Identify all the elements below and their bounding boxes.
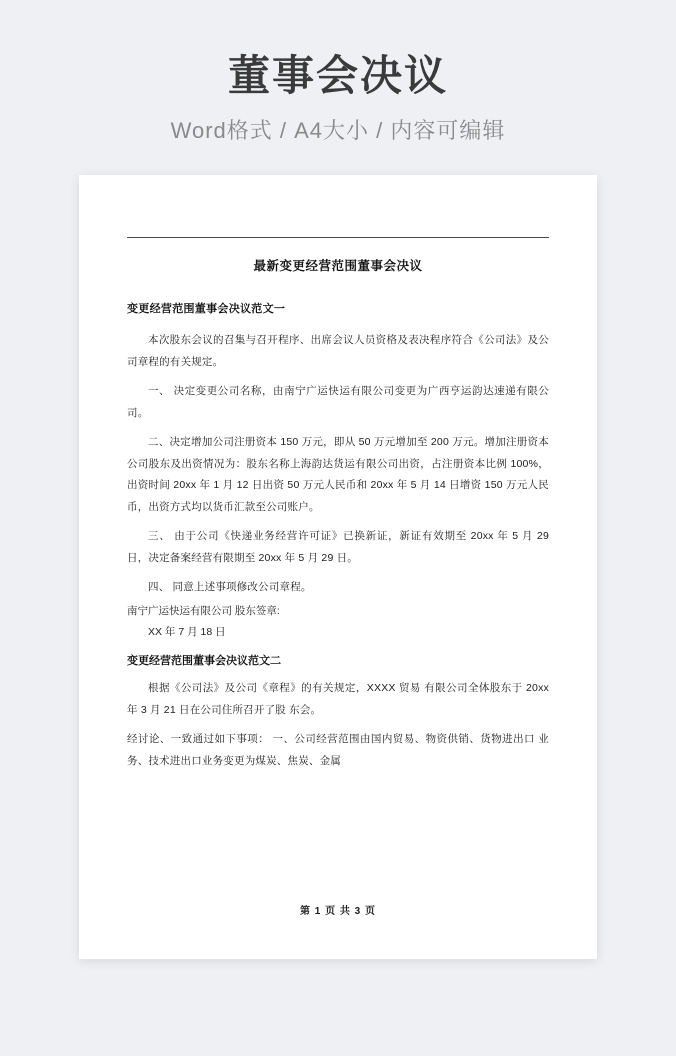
banner	[0, 0, 676, 145]
paragraph: 四、 同意上述事项修改公司章程。	[148, 581, 312, 594]
paragraph: 一、 决定变更公司名称，由南宁广运快运有限公司变更为广西亨运韵达速递有限公司。	[127, 385, 549, 419]
paragraph: 本次股东会议的召集与召开程序、出席会议人员资格及表决程序符合《公司法》及公司章程的有关规定。	[127, 334, 549, 368]
document-page	[79, 175, 597, 959]
banner-subtitle: Word格式 / A4大小 / 内容可编辑	[170, 118, 506, 144]
paragraph: 经讨论、一致通过如下事项： 一、公司经营范围由国内贸易、物资供销、货物进出口 业务、技术进出口业务变更为煤炭、焦炭、金属	[127, 733, 549, 767]
section-two-heading: 变更经营范围董事会决议范文二	[127, 655, 281, 667]
header-divider	[127, 237, 549, 238]
document-preview	[79, 175, 597, 959]
signature-date: XX 年 7 月 18 日	[148, 626, 226, 639]
document-title: 最新变更经营范围董事会决议	[253, 259, 423, 274]
banner-title: 董事会决议	[227, 52, 448, 99]
section-one-heading: 变更经营范围董事会决议范文一	[127, 303, 286, 316]
page-footer: 第 1 页 共 3 页	[299, 906, 376, 918]
signature-line: 南宁广运快运有限公司 股东签章:	[127, 604, 280, 617]
paragraph: 根据《公司法》及公司《章程》的有关规定，XXXX 贸易 有限公司全体股东于 20xx 年 3 月 21 日在公司住所召开了股 东会。	[127, 682, 549, 716]
paragraph: 二、决定增加公司注册资本 150 万元，即从 50 万元增加至 200 万元。增加注册资本公司股东及出资情况为：股东名称上海韵达货运有限公司出资，占注册资本比例 100%，出资时间 20xx 年 1 月 12 日出资 50 万元人民币和 20xx 年 5 月 14 日增资 150 万元人民币，出资方式均以货币汇款至公司账户。	[127, 436, 549, 513]
paragraph: 三、 由于公司《快递业务经营许可证》已换新证，新证有效期至 20xx 年 5 月 29 日，决定备案经营有限期至 20xx 年 5 月 29 日。	[127, 530, 549, 564]
